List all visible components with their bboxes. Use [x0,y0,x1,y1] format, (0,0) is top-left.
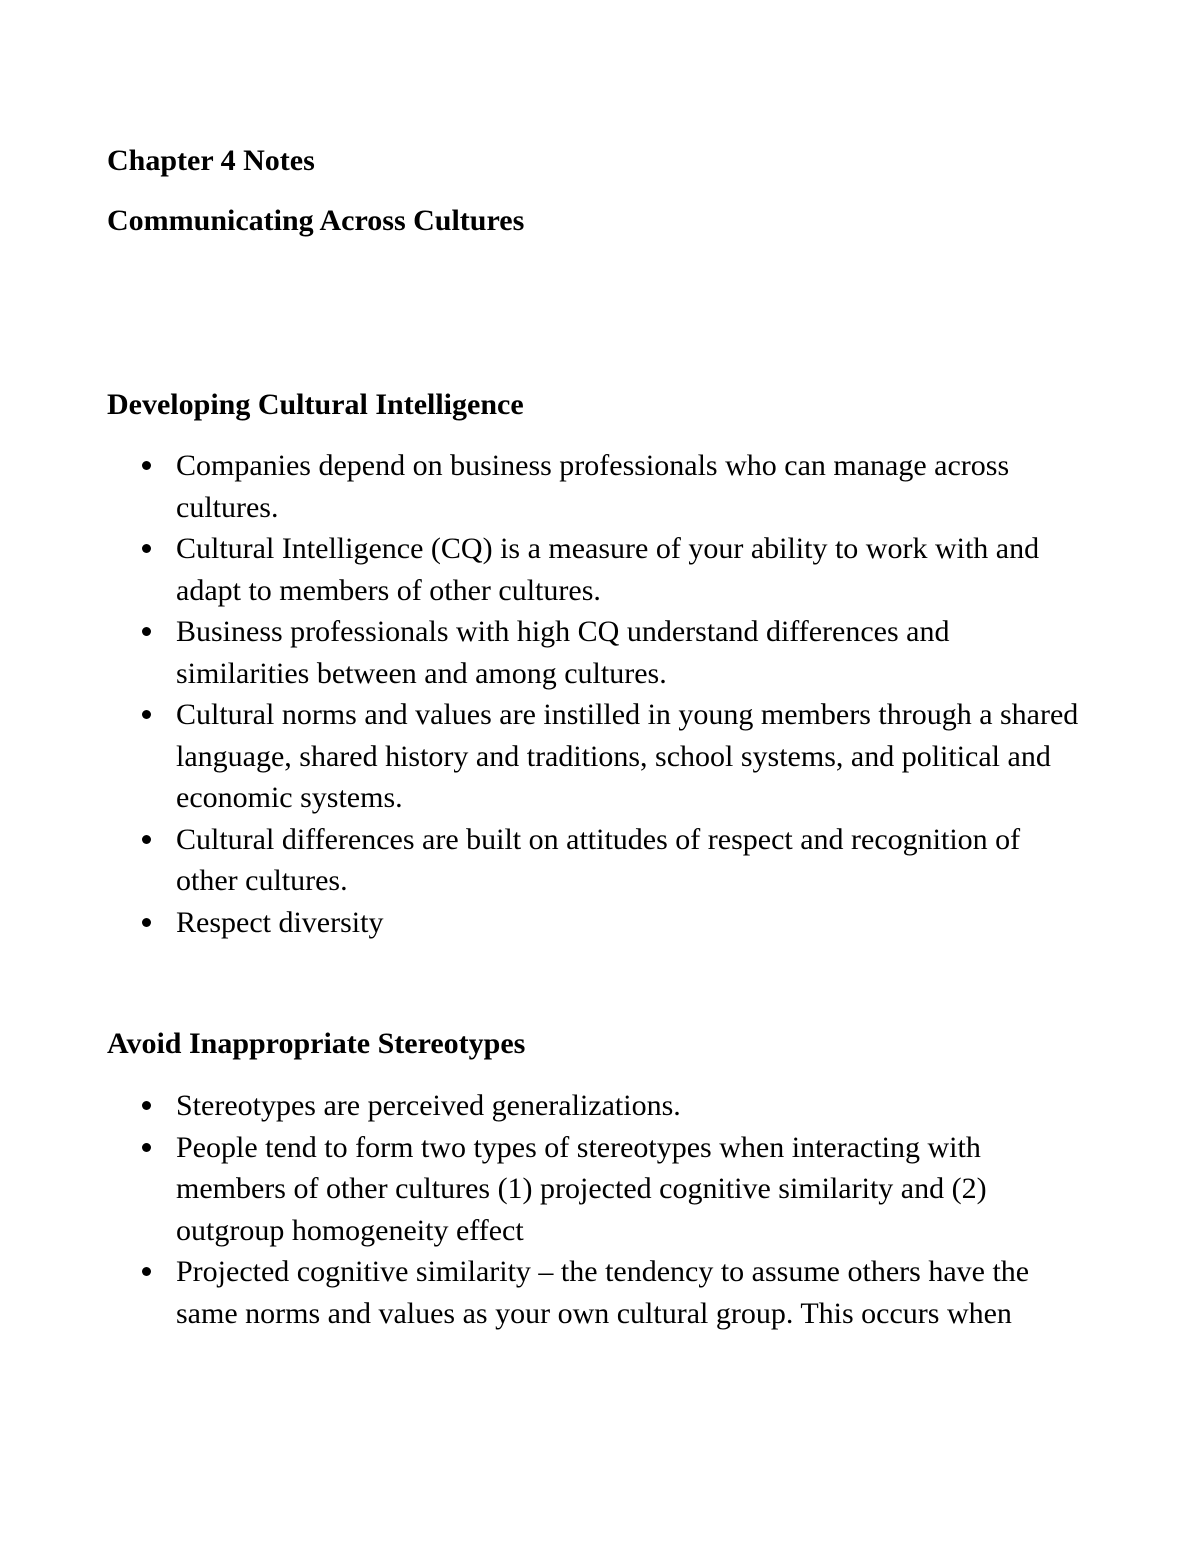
list-item [0,819,1081,902]
list-item [0,445,1081,528]
list-item-text: People tend to form two types of stereotypes when interacting with members of other cultures (1) projected cognitive similarity and (2) outgroup homogeneity effect [176,1130,987,1247]
list-item [0,694,1081,819]
bullet-list-cultural-intelligence [0,445,1200,943]
section-heading-stereotypes: Avoid Inappropriate Stereotypes [107,1027,526,1060]
list-item [0,611,1081,694]
bullet-icon [142,835,151,844]
bullet-icon [142,1101,151,1110]
list-item-text: Stereotypes are perceived generalizations. [176,1089,681,1122]
list-item [0,1127,1081,1252]
document-subtitle: Communicating Across Cultures [107,204,525,237]
list-item-text: Companies depend on business professionals who can manage across cultures. [176,449,1010,524]
bullet-icon [142,918,151,927]
list-item-text: Cultural norms and values are instilled in young members through a shared language, shared history and traditions, school systems, and political and economic systems. [176,698,1079,814]
bullet-list-stereotypes [0,1085,1200,1334]
list-item-text: Cultural Intelligence (CQ) is a measure of your ability to work with and adapt to members of other cultures. [176,532,1040,607]
list-item [0,902,1081,944]
list-item [0,528,1081,611]
list-item [0,1085,1081,1127]
bullet-icon [142,544,151,553]
list-item-text: Cultural differences are built on attitudes of respect and recognition of other cultures. [176,822,1021,897]
list-item-text: Projected cognitive similarity – the tendency to assume others have the same norms and values as your own cultural group. This occurs when [176,1255,1030,1330]
list-item-text: Business professionals with high CQ understand differences and similarities between and among cultures. [176,615,950,690]
section-heading-cultural-intelligence: Developing Cultural Intelligence [107,388,524,421]
bullet-icon [142,1267,151,1276]
list-item [0,1251,1081,1334]
bullet-icon [142,627,151,636]
chapter-title: Chapter 4 Notes [107,144,315,177]
bullet-icon [142,461,151,470]
bullet-icon [142,710,151,719]
bullet-icon [142,1143,151,1152]
list-item-text: Respect diversity [176,905,384,939]
